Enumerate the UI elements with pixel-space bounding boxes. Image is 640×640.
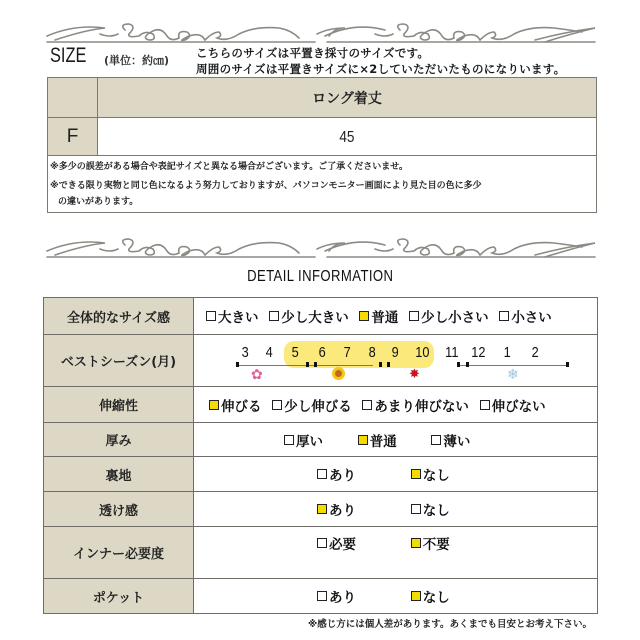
detail-row-size-feel — [44, 298, 598, 335]
detail-row-best-season — [44, 335, 598, 387]
size-column-header: ロング着丈 — [98, 78, 597, 118]
option-label: 少し大きい — [281, 310, 349, 326]
detail-row-thickness — [44, 423, 598, 457]
detail-row-stretch — [44, 387, 598, 423]
option-label: 伸びない — [491, 398, 546, 415]
checkbox-unchecked-icon — [499, 311, 509, 321]
option — [362, 395, 469, 415]
option-label: 普通 — [369, 433, 397, 450]
option — [317, 499, 356, 519]
season-tick — [466, 362, 469, 367]
option-label: 小さい — [511, 310, 552, 326]
detail-title — [0, 268, 640, 286]
option — [411, 464, 450, 484]
option — [317, 464, 356, 484]
option-label: 大きい — [218, 310, 259, 326]
option-label: 不要 — [422, 537, 450, 553]
detail-footnote: ※感じ方には個人差があります。あくまでも目安とお考え下さい。 — [308, 619, 592, 630]
row-label: 裏地 — [44, 457, 194, 492]
checkbox-checked-icon — [411, 591, 421, 601]
checkbox-checked-icon — [209, 400, 219, 410]
spring-flower-icon: ✿ — [251, 366, 263, 383]
checkbox-unchecked-icon — [317, 469, 327, 479]
season-segment-line — [237, 365, 373, 367]
option-label: あり — [329, 468, 356, 484]
month-label: 4 — [265, 343, 273, 361]
summer-sunflower-icon — [332, 367, 345, 380]
option — [431, 430, 470, 450]
option-label: なし — [422, 503, 450, 519]
option-label: 少し伸びる — [284, 398, 352, 415]
checkbox-unchecked-icon — [317, 591, 327, 601]
option-label: なし — [422, 468, 450, 484]
month-label: 9 — [391, 343, 399, 361]
season-tick — [379, 362, 382, 367]
checkbox-unchecked-icon — [206, 311, 216, 321]
season-timeline — [194, 336, 597, 386]
season-chart — [194, 335, 598, 387]
option — [317, 586, 356, 606]
checkbox-unchecked-icon — [284, 435, 294, 445]
option-label: 薄い — [443, 433, 471, 450]
checkbox-checked-icon — [317, 504, 327, 514]
checkbox-unchecked-icon — [317, 538, 327, 548]
season-tick — [566, 362, 569, 367]
ornament-flourish-icon — [45, 233, 597, 259]
size-value: 45 — [339, 128, 355, 146]
winter-snowflake-icon: ❄ — [507, 366, 519, 383]
option — [359, 306, 398, 326]
autumn-maple-leaf-icon: ✸ — [409, 366, 420, 382]
month-label: 8 — [368, 343, 376, 361]
checkbox-checked-icon — [359, 311, 369, 321]
option-label: 必要 — [329, 537, 356, 553]
row-label: 透け感 — [44, 492, 194, 527]
row-options — [194, 423, 598, 457]
size-description — [196, 45, 565, 77]
checkbox-unchecked-icon — [411, 504, 421, 514]
size-description-line: 周囲のサイズは平置きサイズに×2していただいたものになりいます。 — [196, 62, 566, 76]
month-label: 5 — [291, 343, 299, 361]
row-label: インナー必要度 — [44, 527, 194, 579]
size-table — [47, 77, 597, 213]
month-label: 2 — [531, 343, 539, 361]
row-options — [194, 387, 598, 423]
option-label: あまり伸びない — [374, 398, 469, 415]
checkbox-checked-icon — [411, 538, 421, 548]
option — [269, 306, 349, 326]
option — [317, 533, 356, 553]
option-label: あり — [329, 503, 356, 519]
season-tick — [306, 362, 309, 367]
month-label: 12 — [471, 343, 486, 361]
row-options — [194, 579, 598, 614]
row-options — [194, 492, 598, 527]
checkbox-unchecked-icon — [409, 311, 419, 321]
row-label: ポケット — [44, 579, 194, 614]
month-label: 7 — [343, 343, 351, 361]
size-value-cell — [98, 118, 597, 156]
option-label: 厚い — [296, 433, 323, 450]
option-label: 少し小さい — [421, 310, 489, 326]
month-label: 10 — [415, 343, 430, 361]
option-label: なし — [422, 590, 450, 606]
size-description-line: こちらのサイズは平置き採寸のサイズです。 — [196, 46, 430, 60]
row-options — [194, 527, 598, 579]
month-label: 11 — [445, 343, 459, 361]
season-segment-line — [459, 365, 567, 367]
season-tick — [387, 362, 390, 367]
checkbox-unchecked-icon — [272, 400, 282, 410]
size-notes — [48, 156, 597, 213]
note-line: ※できる限り実物と同じ色になるよう努力しておりますが、パソコンモニター画面により見た目の色に多少 — [50, 181, 482, 191]
option — [411, 499, 450, 519]
checkbox-checked-icon — [358, 435, 368, 445]
checkbox-unchecked-icon — [431, 435, 441, 445]
option — [409, 306, 489, 326]
size-title: SIZE — [50, 44, 87, 67]
size-table-row — [48, 118, 597, 156]
detail-row-sheerness — [44, 492, 598, 527]
size-table-header-row — [48, 78, 597, 118]
detail-title-text: DETAIL INFORMATION — [246, 268, 394, 285]
detail-row-pocket — [44, 579, 598, 614]
option — [209, 395, 262, 415]
size-label: F — [48, 118, 98, 156]
option-label: 普通 — [371, 310, 399, 326]
checkbox-unchecked-icon — [480, 400, 490, 410]
row-options — [194, 298, 598, 335]
option — [411, 586, 450, 606]
option — [358, 430, 397, 450]
season-tick — [314, 362, 317, 367]
option-label: 伸びる — [221, 398, 262, 415]
size-unit-label: (単位：約㎝) — [104, 54, 170, 67]
season-tick — [236, 362, 239, 367]
option — [206, 306, 259, 326]
month-label: 3 — [241, 343, 249, 361]
option-label: あり — [329, 590, 356, 606]
row-label: 伸縮性 — [44, 387, 194, 423]
row-label: 全体的なサイズ感 — [44, 298, 194, 335]
option — [480, 395, 546, 415]
checkbox-checked-icon — [411, 469, 421, 479]
option — [272, 395, 352, 415]
checkbox-unchecked-icon — [269, 311, 279, 321]
option — [411, 533, 450, 553]
size-notes-row — [48, 156, 597, 213]
note-line: の違いがあります。 — [58, 197, 139, 207]
detail-row-inner-need — [44, 527, 598, 579]
decorative-ornament-top — [45, 18, 597, 44]
ornament-flourish-icon — [45, 18, 597, 44]
option — [284, 430, 323, 450]
row-label: ベストシーズン(月) — [44, 335, 194, 387]
month-label: 1 — [503, 343, 511, 361]
month-label: 6 — [318, 343, 326, 361]
option — [499, 306, 552, 326]
row-label: 厚み — [44, 423, 194, 457]
decorative-ornament-middle — [45, 233, 597, 259]
size-header-corner — [48, 78, 98, 118]
detail-table — [43, 297, 598, 614]
season-tick — [457, 362, 460, 367]
checkbox-unchecked-icon — [362, 400, 372, 410]
row-options — [194, 457, 598, 492]
detail-row-lining — [44, 457, 598, 492]
note-line: ※多少の誤差がある場合や表記サイズと異なる場合がございます。ご了承くださいませ。 — [50, 162, 409, 172]
